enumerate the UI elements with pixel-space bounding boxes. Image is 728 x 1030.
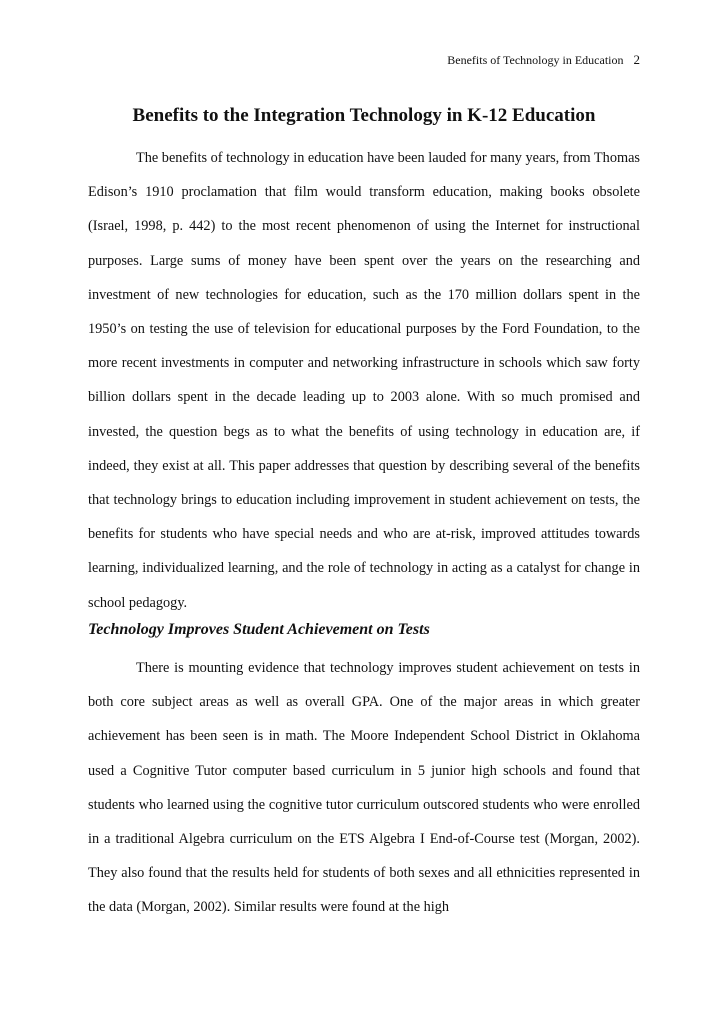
document-title: Benefits to the Integration Technology in K-12 Education [132,105,596,126]
running-head-title: Benefits of Technology in Education [447,53,624,67]
paragraph-achievement [88,651,640,925]
running-head [447,52,640,68]
paragraph-intro [88,141,640,620]
paragraph-achievement-text: There is mounting evidence that technology improves student achievement on tests in both core subject areas as well as overall GPA. One of the major areas in which greater achievement has been seen is in math. The Moore Independent School District in Oklahoma used a Cognitive Tutor computer based curriculum in 5 junior high schools and found that students who learned using the cognitive tutor curriculum outscored students who were enrolled in a traditional Algebra curriculum on the ETS Algebra I End-of-Course test (Morgan, 2002). They also found that the results held for students of both sexes and all ethnicities represented in the data (Morgan, 2002). Similar results were found at the high [88,660,640,916]
paragraph-intro-text: The benefits of technology in education have been lauded for many years, from Thomas Edison’s 1910 proclamation that film would transform education, making books obsolete (Israel, 1998, p. 442) to the most recent phenomenon of using the Internet for instructional purposes. Large sums of money have been spent over the years on the researching and investment of new technologies for education, such as the 170 million dollars spent in the 1950’s on testing the use of television for educational purposes by the Ford Foundation, to the more recent investments in computer and networking infrastructure in schools which saw forty billion dollars spent in the decade leading up to 2003 alone. With so much promised and invested, the question begs as to what the benefits of using technology in education are, if indeed, they exist at all. This paper addresses that question by describing several of the benefits that technology brings to education including improvement in student achievement on tests, the benefits for students who have special needs and who are at-risk, improved attitudes towards learning, individualized learning, and the role of technology in acting as a catalyst for change in school pedagogy. [88,150,640,611]
page-number: 2 [633,52,640,67]
section-heading: Technology Improves Student Achievement on Tests [88,621,430,638]
